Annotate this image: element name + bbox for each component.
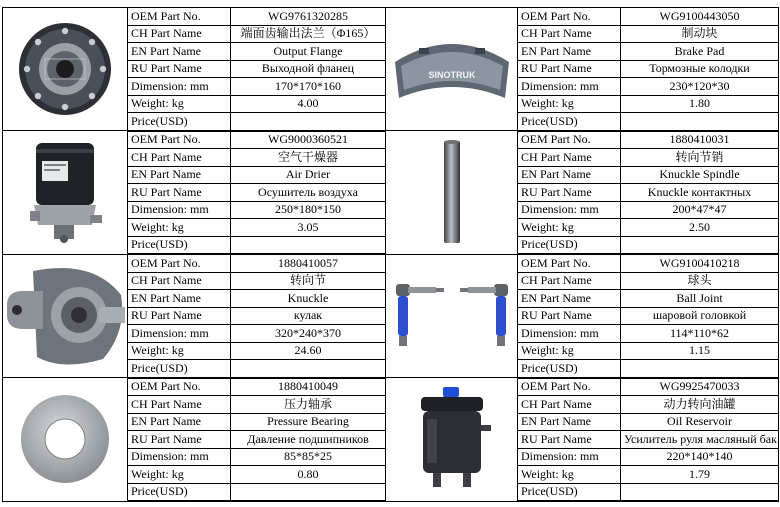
- value-price: [621, 236, 779, 254]
- value-en: Oil Reservoir: [621, 413, 779, 431]
- value-ru: шаровой головкой: [621, 307, 779, 325]
- label-ch: CH Part Name: [128, 25, 231, 43]
- value-weight: 4.00: [231, 95, 386, 113]
- label-weight: Weight: kg: [518, 466, 621, 484]
- parts-catalog-table: [2, 7, 779, 502]
- label-dim: Dimension: mm: [128, 78, 231, 96]
- part-image-knuckle: [3, 254, 128, 378]
- value-ru: Выходной фланец: [231, 60, 386, 78]
- value-oem: WG9100443050: [621, 8, 779, 26]
- value-dim: 200*47*47: [621, 201, 779, 219]
- value-ru: Усилитель руля масляный бак: [621, 431, 779, 449]
- label-ch: CH Part Name: [128, 149, 231, 167]
- label-ch: CH Part Name: [128, 396, 231, 414]
- value-en: Ball Joint: [621, 290, 779, 308]
- part-image-output-flange: [3, 8, 128, 131]
- label-dim: Dimension: mm: [518, 325, 621, 343]
- label-ch: CH Part Name: [518, 396, 621, 414]
- ball-joint-image: [390, 276, 514, 356]
- label-dim: Dimension: mm: [518, 78, 621, 96]
- label-en: EN Part Name: [518, 290, 621, 308]
- value-weight: 24.60: [231, 342, 386, 360]
- label-weight: Weight: kg: [518, 342, 621, 360]
- label-en: EN Part Name: [128, 413, 231, 431]
- label-ch: CH Part Name: [518, 272, 621, 290]
- value-weight: 0.80: [231, 466, 386, 484]
- value-dim: 114*110*62: [621, 325, 779, 343]
- value-price: [231, 236, 386, 254]
- label-oem: OEM Part No.: [128, 254, 231, 272]
- value-price: [621, 360, 779, 378]
- value-oem: WG9761320285: [231, 8, 386, 26]
- value-oem: WG9925470033: [621, 378, 779, 396]
- value-en: Output Flange: [231, 43, 386, 61]
- value-price: [621, 483, 779, 501]
- label-dim: Dimension: mm: [518, 201, 621, 219]
- value-en: Pressure Bearing: [231, 413, 386, 431]
- knuckle-spindle-image: [432, 137, 472, 247]
- value-ru: Knuckle контактных: [621, 184, 779, 202]
- air-drier-image: [20, 139, 110, 245]
- output-flange-image: [15, 19, 115, 119]
- label-oem: OEM Part No.: [518, 254, 621, 272]
- value-oem: 1880410049: [231, 378, 386, 396]
- value-ch: 端面齿输出法兰（Φ165）: [231, 25, 386, 43]
- part-image-oil-reservoir: [386, 378, 518, 502]
- value-dim: 85*85*25: [231, 448, 386, 466]
- label-dim: Dimension: mm: [128, 325, 231, 343]
- brake-pad-image: [389, 32, 515, 106]
- part-image-knuckle-spindle: [386, 131, 518, 255]
- label-en: EN Part Name: [518, 413, 621, 431]
- knuckle-image: [3, 261, 127, 371]
- label-oem: OEM Part No.: [128, 8, 231, 26]
- value-ru: Давление подшипников: [231, 431, 386, 449]
- label-oem: OEM Part No.: [128, 131, 231, 149]
- label-ch: CH Part Name: [128, 272, 231, 290]
- value-en: Knuckle Spindle: [621, 166, 779, 184]
- value-ch: 动力转向油罐: [621, 396, 779, 414]
- label-ru: RU Part Name: [518, 307, 621, 325]
- label-weight: Weight: kg: [128, 219, 231, 237]
- label-ru: RU Part Name: [518, 184, 621, 202]
- label-en: EN Part Name: [128, 166, 231, 184]
- value-ch: 压力轴承: [231, 396, 386, 414]
- value-ch: 空气干燥器: [231, 149, 386, 167]
- value-ru: Тормозные колодки: [621, 60, 779, 78]
- label-en: EN Part Name: [128, 43, 231, 61]
- label-en: EN Part Name: [128, 290, 231, 308]
- label-price: Price(USD): [128, 113, 231, 131]
- value-weight: 3.05: [231, 219, 386, 237]
- part-image-ball-joint: [386, 254, 518, 378]
- value-ru: кулак: [231, 307, 386, 325]
- value-ch: 转向节销: [621, 149, 779, 167]
- label-price: Price(USD): [128, 483, 231, 501]
- label-ru: RU Part Name: [518, 431, 621, 449]
- value-ch: 球头: [621, 272, 779, 290]
- value-price: [231, 483, 386, 501]
- label-ru: RU Part Name: [128, 60, 231, 78]
- label-ru: RU Part Name: [128, 307, 231, 325]
- label-en: EN Part Name: [518, 43, 621, 61]
- label-dim: Dimension: mm: [518, 448, 621, 466]
- label-ru: RU Part Name: [518, 60, 621, 78]
- part-image-brake-pad: [386, 8, 518, 131]
- pressure-bearing-image: [15, 389, 115, 489]
- value-dim: 220*140*140: [621, 448, 779, 466]
- value-en: Air Drier: [231, 166, 386, 184]
- label-weight: Weight: kg: [128, 95, 231, 113]
- label-price: Price(USD): [128, 360, 231, 378]
- brake-pad-brand: SINOTRUK: [428, 70, 475, 80]
- value-oem: WG9100410218: [621, 254, 779, 272]
- label-oem: OEM Part No.: [518, 8, 621, 26]
- value-price: [231, 360, 386, 378]
- label-dim: Dimension: mm: [128, 448, 231, 466]
- value-price: [621, 113, 779, 131]
- label-ch: CH Part Name: [518, 149, 621, 167]
- label-weight: Weight: kg: [518, 95, 621, 113]
- label-ru: RU Part Name: [128, 184, 231, 202]
- value-price: [231, 113, 386, 131]
- value-weight: 1.15: [621, 342, 779, 360]
- value-ch: 制动块: [621, 25, 779, 43]
- label-price: Price(USD): [518, 483, 621, 501]
- value-en: Knuckle: [231, 290, 386, 308]
- label-en: EN Part Name: [518, 166, 621, 184]
- label-price: Price(USD): [518, 113, 621, 131]
- part-image-pressure-bearing: [3, 378, 128, 502]
- label-oem: OEM Part No.: [518, 131, 621, 149]
- part-image-air-drier: [3, 131, 128, 255]
- value-oem: WG9000360521: [231, 131, 386, 149]
- value-ch: 转向节: [231, 272, 386, 290]
- label-weight: Weight: kg: [128, 342, 231, 360]
- value-dim: 230*120*30: [621, 78, 779, 96]
- value-en: Brake Pad: [621, 43, 779, 61]
- value-weight: 2.50: [621, 219, 779, 237]
- value-dim: 170*170*160: [231, 78, 386, 96]
- label-weight: Weight: kg: [518, 219, 621, 237]
- value-ru: Осушитель воздуха: [231, 184, 386, 202]
- oil-reservoir-image: [407, 385, 497, 493]
- value-weight: 1.80: [621, 95, 779, 113]
- value-weight: 1.79: [621, 466, 779, 484]
- label-price: Price(USD): [518, 360, 621, 378]
- label-price: Price(USD): [128, 236, 231, 254]
- label-ch: CH Part Name: [518, 25, 621, 43]
- label-price: Price(USD): [518, 236, 621, 254]
- value-oem: 1880410031: [621, 131, 779, 149]
- label-dim: Dimension: mm: [128, 201, 231, 219]
- label-weight: Weight: kg: [128, 466, 231, 484]
- label-oem: OEM Part No.: [128, 378, 231, 396]
- label-oem: OEM Part No.: [518, 378, 621, 396]
- value-dim: 320*240*370: [231, 325, 386, 343]
- value-oem: 1880410057: [231, 254, 386, 272]
- value-dim: 250*180*150: [231, 201, 386, 219]
- label-ru: RU Part Name: [128, 431, 231, 449]
